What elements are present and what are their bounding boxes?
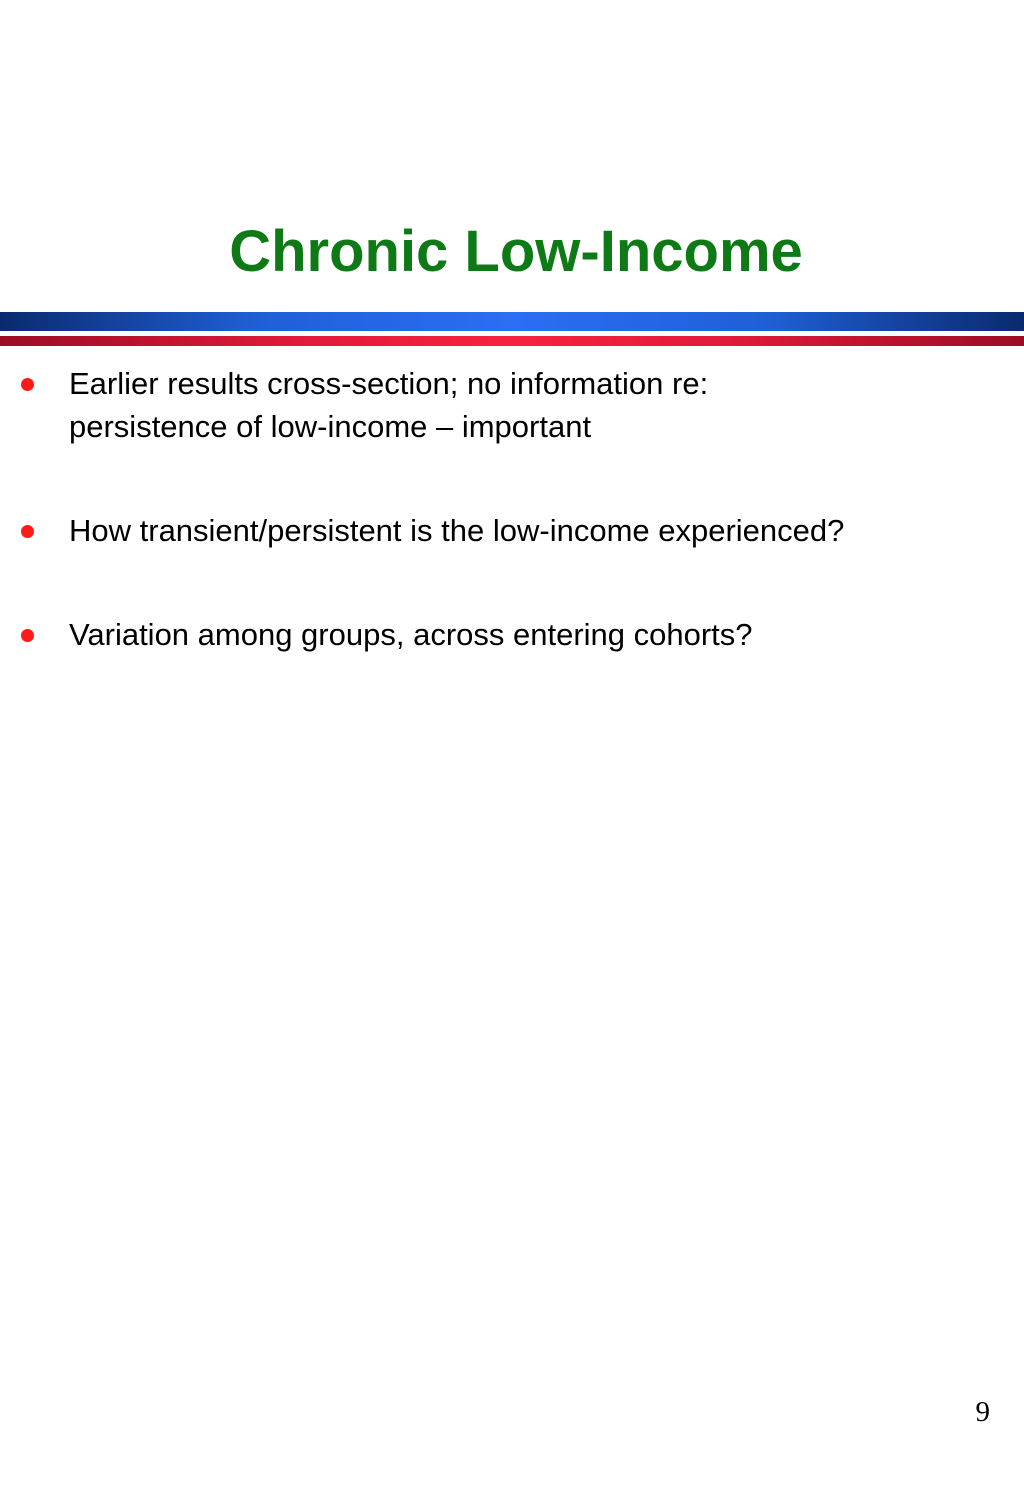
bullet-line: Earlier results cross-section; no information re:: [69, 366, 709, 401]
bullet-line: How transient/persistent is the low-income experienced?: [69, 513, 845, 548]
page-number: 9: [975, 1396, 990, 1428]
bullet-dot-icon: [21, 629, 34, 642]
title-rule-blue: [0, 312, 1024, 331]
bullet-line: Variation among groups, across entering cohorts?: [69, 617, 753, 652]
bullet-line: persistence of low-income – important: [69, 409, 592, 444]
bullet-text: [69, 509, 1009, 552]
slide-title: Chronic Low-Income: [229, 219, 803, 284]
bullet-dot-icon: [21, 525, 34, 538]
title-rule-red: [0, 336, 1024, 346]
bullet-text: [69, 613, 1009, 656]
bullet-dot-icon: [21, 378, 34, 391]
bullet-text: [69, 362, 1009, 448]
